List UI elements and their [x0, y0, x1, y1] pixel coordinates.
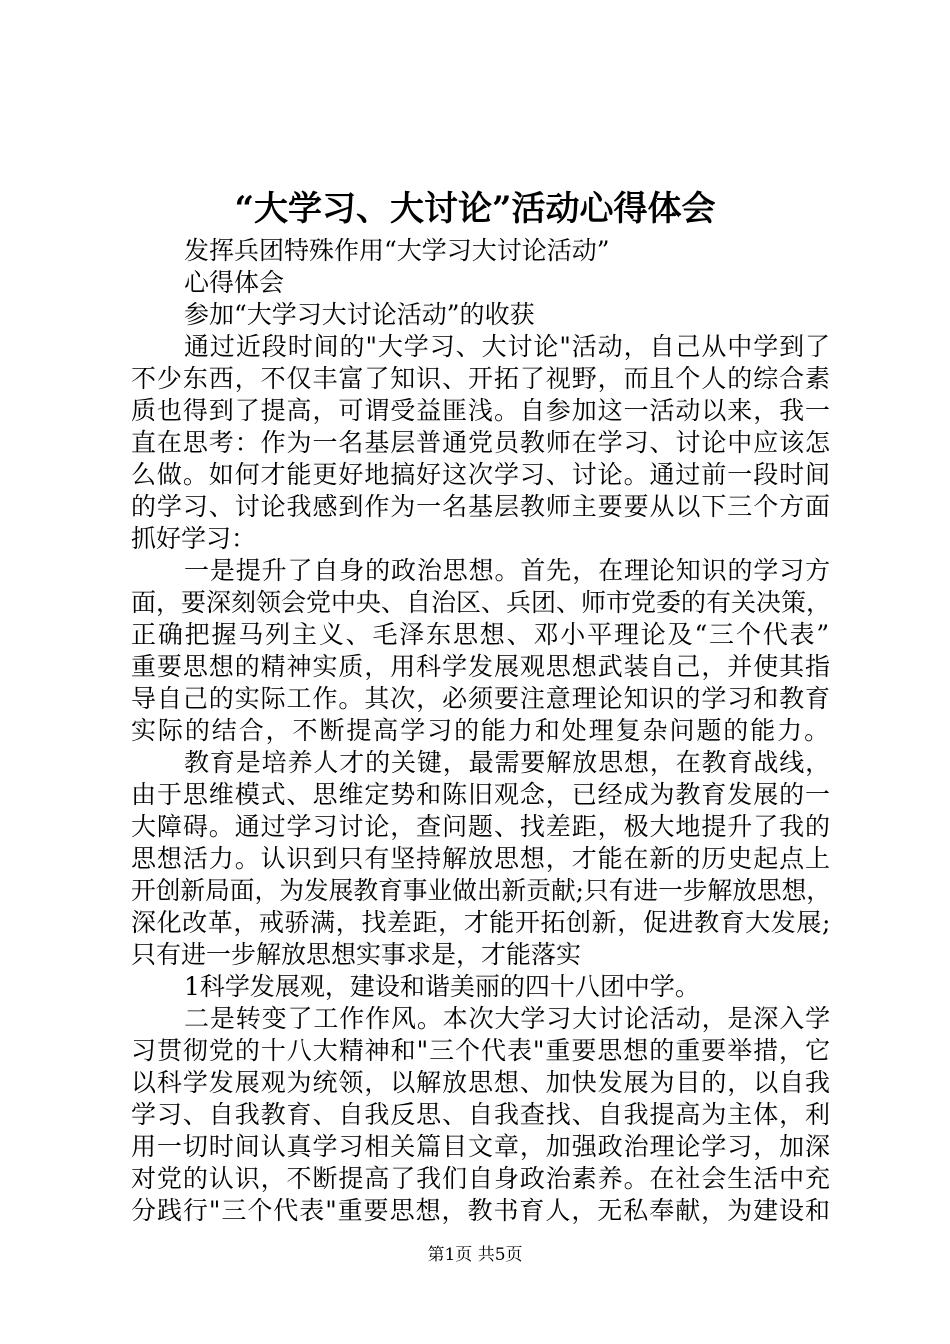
page-footer: 第1页 共5页: [427, 1245, 523, 1265]
text-line: 抓好学习：: [131, 524, 257, 553]
text-line: 以科学发展观为统领，以解放思想、加快发展为目的，以自我: [131, 1068, 831, 1097]
text-line: 由于思维模式、思维定势和陈旧观念，已经成为教育发展的一: [131, 780, 831, 809]
text-line: 用一切时间认真学习相关篇目文章，加强政治理论学习，加深: [131, 1132, 831, 1161]
text-line: 一是提升了自身的政治思想。首先，在理论知识的学习方: [184, 556, 831, 585]
text-line: 通过近段时间的"大学习、大讨论"活动，自己从中学到了: [184, 332, 831, 361]
text-line: 1科学发展观，建设和谐美丽的四十八团中学。: [184, 972, 700, 1001]
text-line: 发挥兵团特殊作用“大学习大讨论活动”: [184, 236, 610, 265]
text-line: 二是转变了工作作风。本次大学习大讨论活动，是深入学: [184, 1004, 831, 1033]
text-line: 不少东西，不仅丰富了知识、开拓了视野，而且个人的综合素: [131, 364, 831, 393]
text-line: 直在思考：作为一名基层普通党员教师在学习、讨论中应该怎: [131, 428, 831, 457]
text-line: 重要思想的精神实质，用科学发展观思想武装自己，并使其指: [131, 652, 831, 681]
text-line: 深化改革，戒骄满，找差距，才能开拓创新，促进教育大发展;: [131, 908, 831, 937]
text-line: 么做。如何才能更好地搞好这次学习、讨论。通过前一段时间: [131, 460, 831, 489]
text-line: 习贯彻党的十八大精神和"三个代表"重要思想的重要举措，它: [131, 1036, 831, 1065]
text-line: 心得体会: [184, 268, 285, 297]
text-line: 面，要深刻领会党中央、自治区、兵团、师市党委的有关决策，: [131, 588, 831, 617]
text-line: 正确把握马列主义、毛泽东思想、邓小平理论及“三个代表”: [131, 620, 831, 649]
text-line: 教育是培养人才的关键，最需要解放思想，在教育战线，: [184, 748, 831, 777]
text-line: 开创新局面，为发展教育事业做出新贡献;只有进一步解放思想，: [131, 876, 831, 905]
text-line: 的学习、讨论我感到作为一名基层教师主要要从以下三个方面: [131, 492, 831, 521]
text-line: 只有进一步解放思想实事求是，才能落实: [131, 940, 582, 969]
text-line: 学习、自我教育、自我反思、自我查找、自我提高为主体，利: [131, 1100, 831, 1129]
document-body: [131, 235, 831, 1227]
text-line: 质也得到了提高，可谓受益匪浅。自参加这一活动以来，我一: [131, 396, 831, 425]
text-line: 参加“大学习大讨论活动”的收获: [184, 300, 535, 329]
text-line: 导自己的实际工作。其次，必须要注意理论知识的学习和教育: [131, 684, 831, 713]
text-line: 分践行"三个代表"重要思想，教书育人，无私奉献，为建设和: [131, 1196, 831, 1225]
text-line: 思想活力。认识到只有坚持解放思想，才能在新的历史起点上: [131, 844, 831, 873]
document-title: “大学习、大讨论”活动心得体会: [234, 189, 716, 229]
text-line: 实际的结合，不断提高学习的能力和处理复杂问题的能力。: [131, 716, 831, 745]
text-line: 对党的认识，不断提高了我们自身政治素养。在社会生活中充: [131, 1164, 831, 1193]
text-line: 大障碍。通过学习讨论，查问题、找差距，极大地提升了我的: [131, 812, 831, 841]
